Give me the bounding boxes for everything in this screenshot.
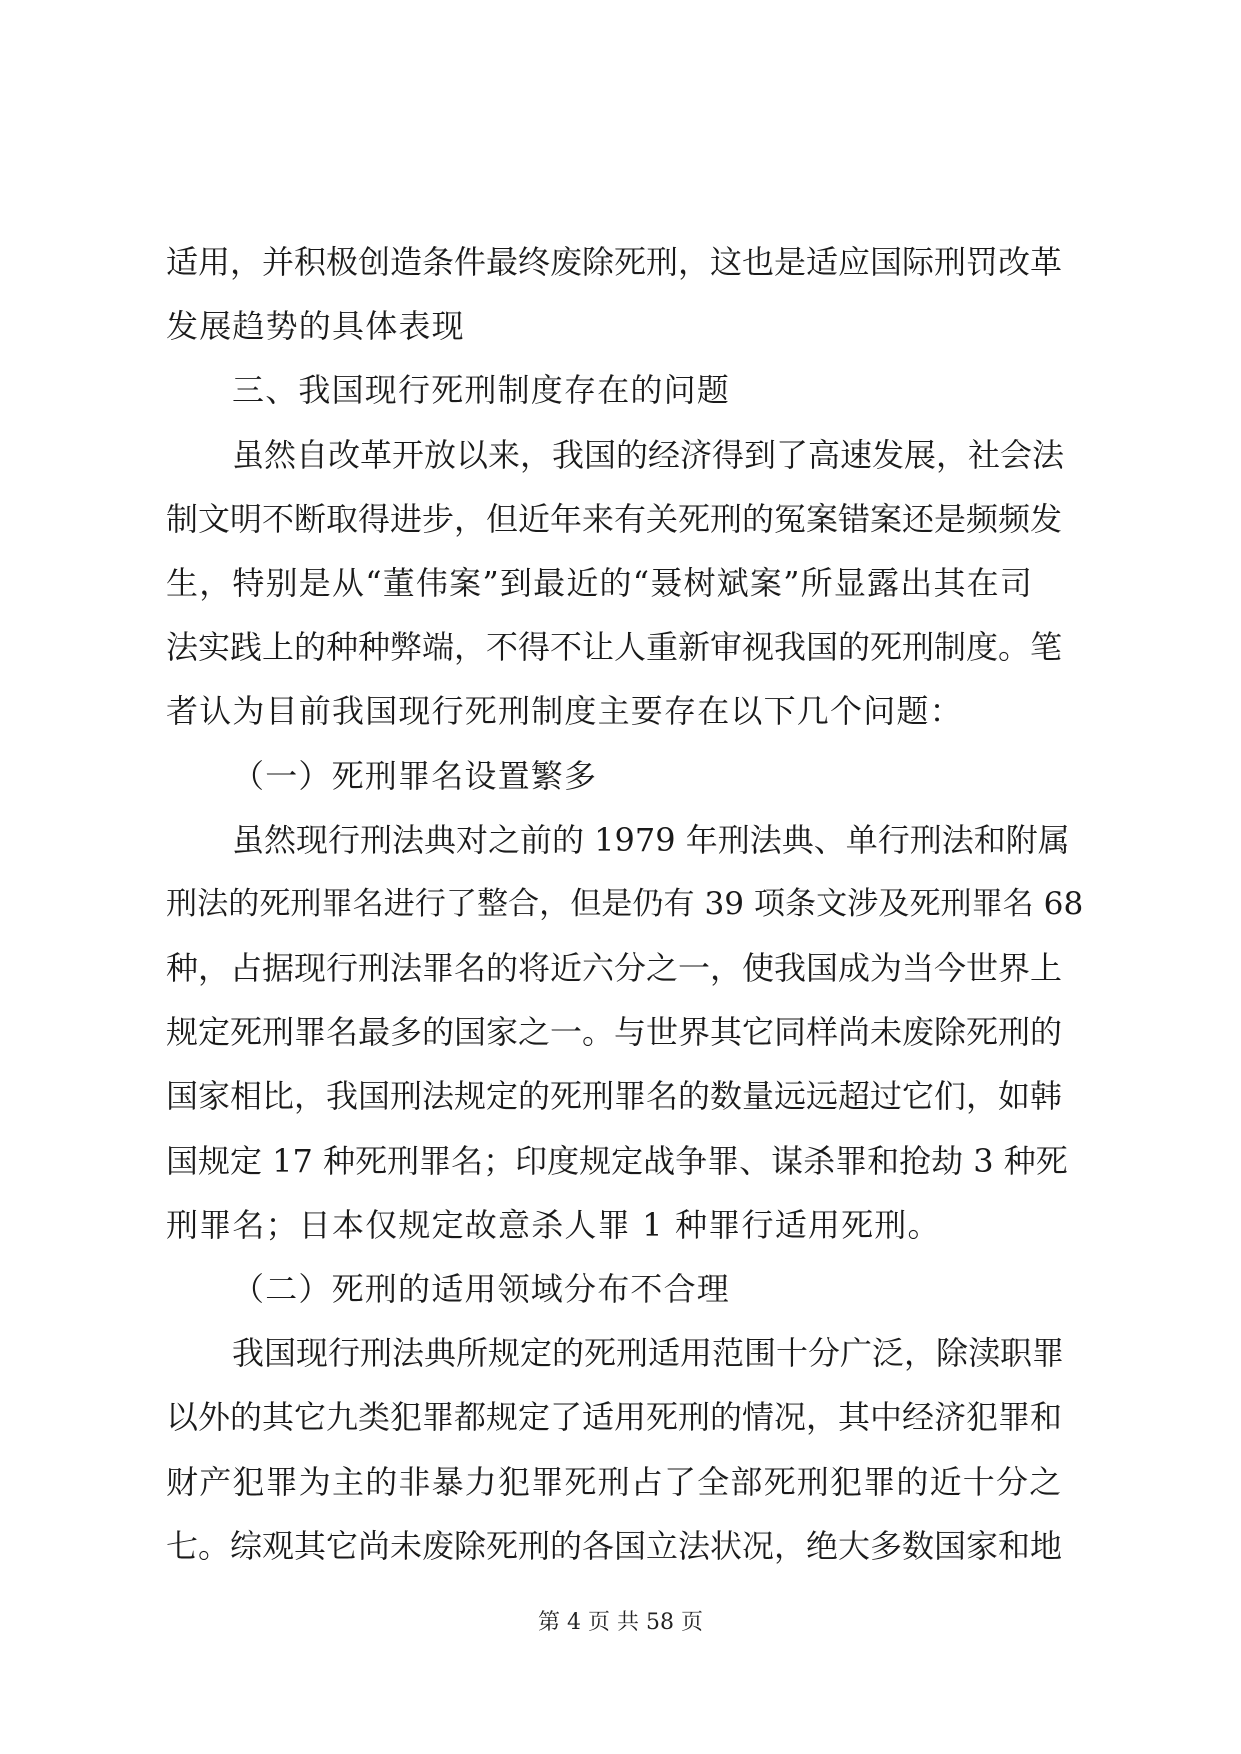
text-line: 法实践上的种种弊端，不得不让人重新审视我国的死刑制度。笔	[166, 628, 1063, 667]
text-line: 种，占据现行刑法罪名的将近六分之一，使我国成为当今世界上	[166, 949, 1063, 988]
text-line: 我国现行刑法典所规定的死刑适用范围十分广泛，除渎职罪	[232, 1334, 1065, 1373]
section-heading: （一）死刑罪名设置繁多	[232, 756, 598, 795]
text-line: 制文明不断取得进步，但近年来有关死刑的冤案错案还是频频发	[166, 499, 1063, 538]
text-line: 规定死刑罪名最多的国家之一。与世界其它同样尚未废除死刑的	[166, 1013, 1063, 1052]
text-line: 财产犯罪为主的非暴力犯罪死刑占了全部死刑犯罪的近十分之	[166, 1462, 1063, 1501]
text-line: 刑法的死刑罪名进行了整合，但是仍有 39 项条文涉及死刑罪名 68	[166, 885, 1084, 922]
text-line: 七。综观其它尚未废除死刑的各国立法状况，绝大多数国家和地	[166, 1526, 1063, 1565]
section-heading: （二）死刑的适用领域分布不合理	[232, 1270, 731, 1308]
page-footer: 第 4 页 共 58 页	[538, 1610, 703, 1635]
text-line: 发展趋势的具体表现	[166, 307, 465, 346]
text-line: 国家相比，我国刑法规定的死刑罪名的数量远远超过它们，如韩	[166, 1077, 1063, 1116]
text-line: 刑罪名；日本仅规定故意杀人罪 1 种罪行适用死刑。	[166, 1205, 941, 1244]
section-heading: 三、我国现行死刑制度存在的问题	[232, 371, 731, 410]
text-line: 者认为目前我国现行死刑制度主要存在以下几个问题：	[166, 692, 963, 731]
text-line: 虽然现行刑法典对之前的 1979 年刑法典、单行刑法和附属	[232, 820, 1070, 859]
document-body	[166, 230, 1086, 1578]
text-line: 生，特别是从“董伟案”到最近的“聂树斌案”所显露出其在司	[166, 563, 1034, 602]
text-line: 以外的其它九类犯罪都规定了适用死刑的情况，其中经济犯罪和	[166, 1398, 1063, 1437]
text-line: 适用，并积极创造条件最终废除死刑，这也是适应国际刑罚改革	[166, 243, 1063, 281]
text-line: 国规定 17 种死刑罪名；印度规定战争罪、谋杀罪和抢劫 3 种死	[166, 1141, 1068, 1180]
text-line: 虽然自改革开放以来，我国的经济得到了高速发展，社会法	[232, 435, 1065, 474]
